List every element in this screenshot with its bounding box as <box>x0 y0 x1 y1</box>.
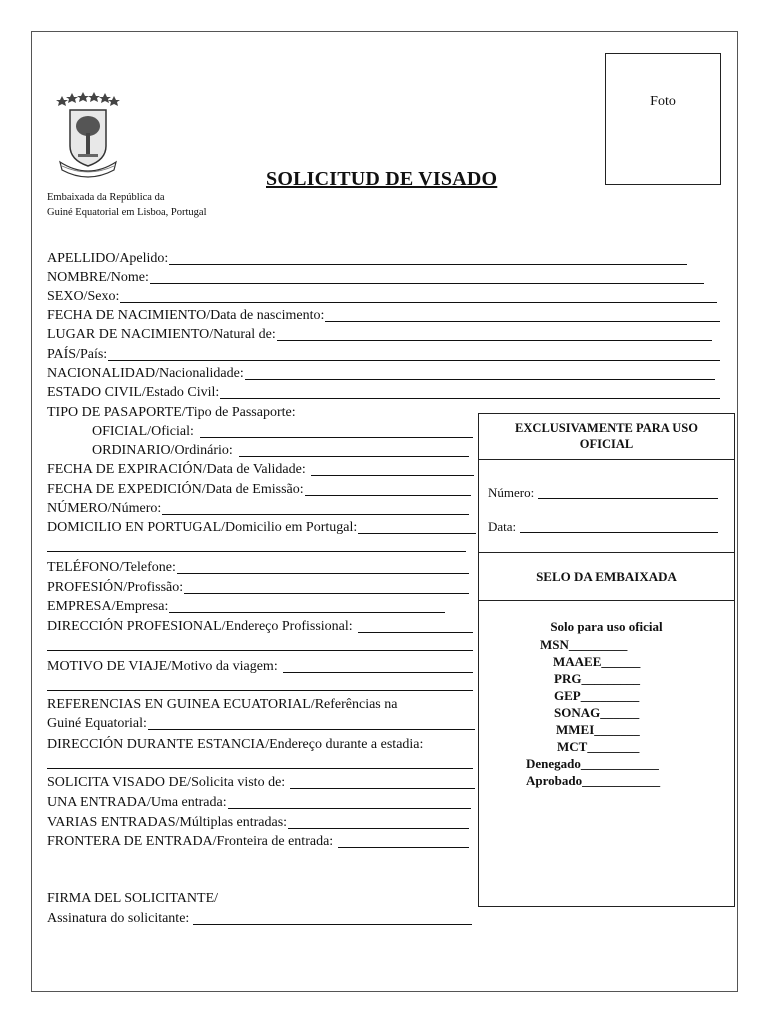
nacionalidad-field[interactable] <box>47 363 715 382</box>
telefono-field[interactable] <box>47 557 469 576</box>
motivo-viaje-line[interactable] <box>283 659 473 673</box>
oficial-line[interactable] <box>200 424 473 438</box>
estado-civil-label: ESTADO CIVIL/Estado Civil: <box>47 385 220 400</box>
frontera-label: FRONTERA DE ENTRADA/Fronteira de entrada: <box>47 834 334 849</box>
fecha-nacimiento-label: FECHA DE NACIMIENTO/Data de nascimento: <box>47 308 325 323</box>
uso-item-prg: PRG_________ <box>554 671 640 686</box>
referencias-label-2: Guiné Equatorial: <box>47 716 147 731</box>
sexo-field[interactable] <box>47 286 717 305</box>
uso-item-sonag: SONAG______ <box>554 705 640 720</box>
uso-item-msn: MSN_________ <box>540 637 628 652</box>
official-use-box <box>478 413 735 907</box>
uso-item-aprobado-label: Aprobado <box>526 773 583 788</box>
pais-field[interactable] <box>47 344 720 363</box>
lugar-nacimiento-field[interactable] <box>47 324 712 343</box>
telefono-label: TELÉFONO/Telefone: <box>47 560 176 575</box>
pais-label: PAÍS/País: <box>47 347 108 362</box>
motivo-viaje-line-2[interactable] <box>47 690 473 691</box>
frontera-line[interactable] <box>338 834 469 848</box>
lugar-nacimiento-label: LUGAR DE NACIMIENTO/Natural de: <box>47 327 276 342</box>
telefono-line[interactable] <box>177 560 469 574</box>
firma-label-1: FIRMA DEL SOLICITANTE/ <box>47 891 219 906</box>
estado-civil-field[interactable] <box>47 382 720 401</box>
profesion-line[interactable] <box>184 580 469 594</box>
ordinario-line[interactable] <box>239 443 469 457</box>
empresa-field[interactable] <box>47 596 445 615</box>
nombre-line[interactable] <box>150 270 704 284</box>
profesion-field[interactable] <box>47 577 469 596</box>
embassy-line-1: Embaixada da República da <box>47 192 165 203</box>
empresa-line[interactable] <box>169 599 445 613</box>
firma-field[interactable] <box>47 908 472 927</box>
official-divider-1 <box>479 459 734 460</box>
empresa-label: EMPRESA/Empresa: <box>47 599 169 614</box>
embassy-name <box>47 190 207 220</box>
selo-da-embaixada: SELO DA EMBAIXADA <box>536 569 677 584</box>
una-entrada-label: UNA ENTRADA/Uma entrada: <box>47 795 227 810</box>
referencias-line[interactable] <box>148 716 475 730</box>
solicita-visado-label: SOLICITA VISADO DE/Solicita visto de: <box>47 775 286 790</box>
una-entrada-field[interactable] <box>47 792 471 811</box>
uso-item-denegado: Denegado____________ <box>526 756 659 771</box>
direccion-estancia-label: DIRECCIÓN DURANTE ESTANCIA/Endereço durante a estadia: <box>47 737 424 752</box>
varias-entradas-label: VARIAS ENTRADAS/Múltiplas entradas: <box>47 815 288 830</box>
uso-item-mmei-label: MMEI <box>556 722 595 737</box>
motivo-viaje-label: MOTIVO DE VIAJE/Motivo da viagem: <box>47 659 278 674</box>
nombre-label: NOMBRE/Nome: <box>47 270 149 285</box>
sexo-line[interactable] <box>120 289 717 303</box>
una-entrada-line[interactable] <box>228 795 471 809</box>
profesion-label: PROFESIÓN/Profissão: <box>47 580 184 595</box>
direccion-profesional-label: DIRECCIÓN PROFESIONAL/Endereço Profissional: <box>47 619 353 634</box>
apellido-label: APELLIDO/Apelido: <box>47 251 169 266</box>
referencias-field[interactable] <box>47 713 475 732</box>
uso-item-mct: MCT________ <box>557 739 640 754</box>
numero-field[interactable] <box>47 498 469 517</box>
uso-item-mmei: MMEI_______ <box>556 722 640 737</box>
firma-label-2: Assinatura do solicitante: <box>47 911 190 926</box>
apellido-line[interactable] <box>169 251 687 265</box>
uso-item-gep-label: GEP <box>554 688 581 703</box>
fecha-nacimiento-field[interactable] <box>47 305 720 324</box>
varias-entradas-field[interactable] <box>47 812 469 831</box>
solo-uso-oficial-title: Solo para uso oficial <box>550 619 663 634</box>
solicita-visado-line[interactable] <box>290 775 475 789</box>
tipo-pasaporte-label: TIPO DE PASAPORTE/Tipo de Passaporte: <box>47 405 296 420</box>
uso-item-maaee: MAAEE______ <box>553 654 641 669</box>
page-title: SOLICITUD DE VISADO <box>266 168 498 190</box>
oficial-label: OFICIAL/Oficial: <box>92 424 194 439</box>
pais-line[interactable] <box>108 347 720 361</box>
domicilio-line[interactable] <box>358 520 476 534</box>
numero-line[interactable] <box>162 501 469 515</box>
official-divider-3 <box>479 600 734 601</box>
official-numero-label: Número: <box>488 485 535 500</box>
apellido-field[interactable] <box>47 248 687 267</box>
official-use-heading-line-2: OFICIAL <box>579 437 634 451</box>
fecha-expedicion-line[interactable] <box>305 482 471 496</box>
direccion-profesional-line[interactable] <box>358 619 473 633</box>
official-data-label: Data: <box>488 519 517 534</box>
ordinario-field[interactable] <box>92 440 469 459</box>
estado-civil-line[interactable] <box>220 385 720 399</box>
solicita-visado-field[interactable] <box>47 772 475 791</box>
official-numero-line[interactable] <box>538 486 718 499</box>
ordinario-label: ORDINARIO/Ordinário: <box>92 443 233 458</box>
fecha-expedicion-field[interactable] <box>47 479 471 498</box>
uso-item-gep: GEP_________ <box>554 688 640 703</box>
direccion-profesional-field[interactable] <box>47 616 473 635</box>
uso-item-aprobado: Aprobado____________ <box>526 773 661 788</box>
domicilio-label: DOMICILIO EN PORTUGAL/Domicilio em Portugal: <box>47 520 358 535</box>
oficial-field[interactable] <box>92 421 473 440</box>
fecha-expedicion-label: FECHA DE EXPEDICIÓN/Data de Emissão: <box>47 482 304 497</box>
nacionalidad-label: NACIONALIDAD/Nacionalidade: <box>47 366 244 381</box>
official-numero-field[interactable] <box>488 484 718 501</box>
numero-label: NÚMERO/Número: <box>47 501 162 516</box>
firma-line[interactable] <box>193 911 472 925</box>
official-data-field[interactable] <box>488 518 718 535</box>
fecha-expiracion-field[interactable] <box>47 459 474 478</box>
uso-item-denegado-label: Denegado <box>526 756 581 771</box>
uso-item-sonag-label: SONAG <box>554 705 601 720</box>
official-use-heading-line-1: EXCLUSIVAMENTE PARA USO <box>515 421 698 435</box>
photo-box <box>605 53 721 185</box>
uso-item-maaee-label: MAAEE <box>553 654 602 669</box>
nacionalidad-line[interactable] <box>245 366 715 380</box>
nombre-field[interactable] <box>47 267 704 286</box>
domicilio-line-2[interactable] <box>47 551 466 552</box>
varias-entradas-line[interactable] <box>288 815 469 829</box>
uso-item-mct-label: MCT <box>557 739 588 754</box>
fecha-nacimiento-line[interactable] <box>325 308 720 322</box>
fecha-expiracion-line[interactable] <box>311 462 474 476</box>
official-use-heading <box>479 420 734 452</box>
official-divider-2 <box>479 552 734 553</box>
embassy-line-2: Guiné Equatorial em Lisboa, Portugal <box>47 207 207 218</box>
direccion-estancia-line[interactable] <box>47 768 473 769</box>
uso-item-prg-label: PRG <box>554 671 582 686</box>
referencias-label-1: REFERENCIAS EN GUINEA ECUATORIAL/Referências na <box>47 697 398 712</box>
lugar-nacimiento-line[interactable] <box>277 327 712 341</box>
sexo-label: SEXO/Sexo: <box>47 289 120 304</box>
motivo-viaje-field[interactable] <box>47 656 473 675</box>
domicilio-field[interactable] <box>47 517 476 536</box>
uso-item-msn-label: MSN <box>540 637 569 652</box>
official-data-line[interactable] <box>520 520 718 533</box>
fecha-expiracion-label: FECHA DE EXPIRACIÓN/Data de Validade: <box>47 462 306 477</box>
coat-of-arms-icon <box>52 88 124 180</box>
direccion-profesional-line-2[interactable] <box>47 650 473 651</box>
frontera-field[interactable] <box>47 831 469 850</box>
photo-label: Foto <box>650 94 676 109</box>
